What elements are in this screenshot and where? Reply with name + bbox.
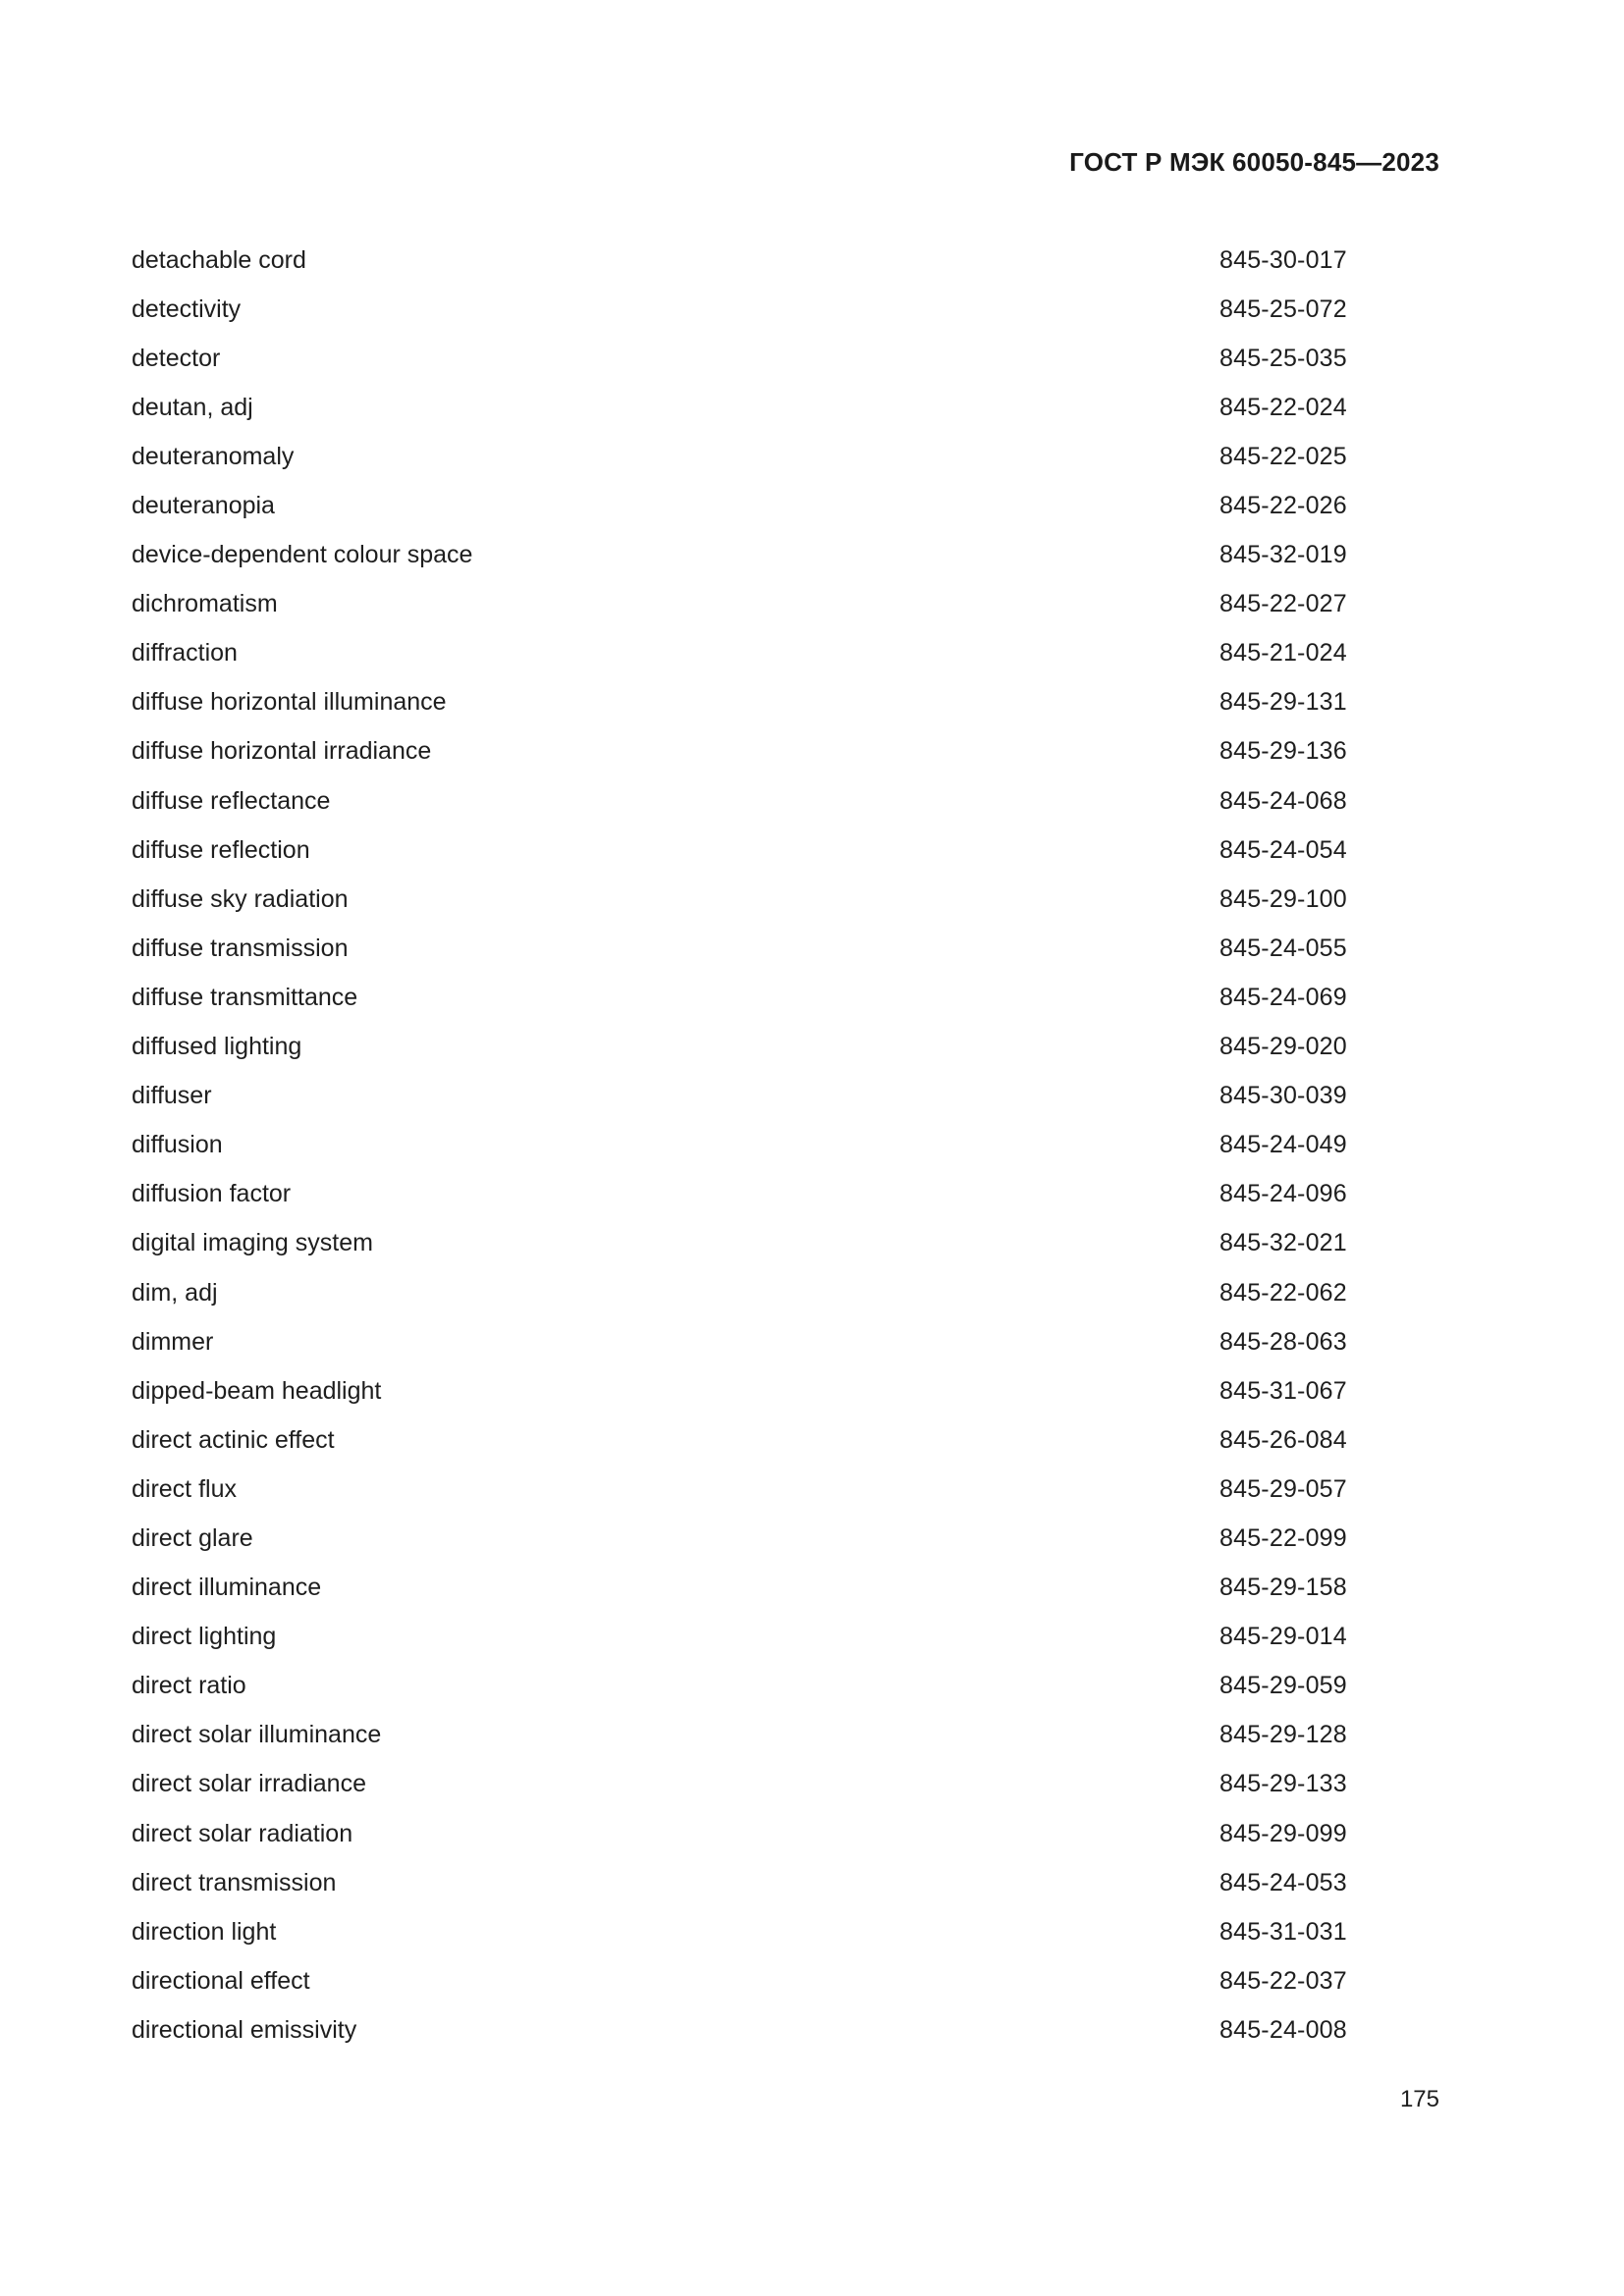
index-entry-row [132,1465,1359,1514]
index-entry-row [132,1514,1359,1563]
index-term-code: 845-29-131 [1219,688,1347,717]
index-entry-row [132,727,1359,776]
index-term: diffuser [132,1082,212,1110]
index-term: direction light [132,1917,277,1946]
index-term-code: 845-24-069 [1219,983,1347,1011]
index-term-code: 845-22-026 [1219,492,1347,520]
index-entry-row [132,629,1359,678]
index-entry-row [132,1121,1359,1170]
index-entry-row [132,1907,1359,1956]
index-term-code: 845-29-128 [1219,1721,1347,1749]
index-entry-row [132,531,1359,580]
index-term-code: 845-22-027 [1219,590,1347,618]
index-term: diffused lighting [132,1033,302,1061]
index-entry-row [132,1613,1359,1662]
index-term: dimmer [132,1327,214,1356]
index-term-code: 845-26-084 [1219,1425,1347,1454]
index-term: direct solar irradiance [132,1770,366,1798]
index-term: diffuse transmission [132,934,349,962]
index-entry-row [132,285,1359,334]
index-term-code: 845-29-133 [1219,1770,1347,1798]
index-term: direct solar illuminance [132,1721,382,1749]
index-term-code: 845-22-037 [1219,1966,1347,1995]
index-entry-row [132,1072,1359,1121]
index-entry-row [132,1858,1359,1907]
index-entry-row [132,1711,1359,1760]
index-term-code: 845-22-025 [1219,442,1347,470]
index-term: direct solar radiation [132,1819,353,1847]
index-term: direct lighting [132,1623,277,1651]
index-term-code: 845-24-096 [1219,1180,1347,1208]
index-term: deutan, adj [132,393,253,421]
index-entry-row [132,1760,1359,1809]
index-term: direct transmission [132,1868,337,1896]
index-term: direct flux [132,1474,237,1503]
index-term-code: 845-24-053 [1219,1868,1347,1896]
index-entry-row [132,1415,1359,1465]
index-term: direct ratio [132,1672,246,1700]
index-term-code: 845-32-021 [1219,1229,1347,1257]
index-term-code: 845-29-059 [1219,1672,1347,1700]
index-term: diffuse reflection [132,835,310,864]
index-term-code: 845-24-068 [1219,786,1347,815]
index-term: direct actinic effect [132,1425,335,1454]
index-term: diffuse horizontal illuminance [132,688,447,717]
index-term-code: 845-29-136 [1219,737,1347,766]
index-term-code: 845-29-057 [1219,1474,1347,1503]
index-term: diffuse transmittance [132,983,358,1011]
index-term-code: 845-22-099 [1219,1523,1347,1552]
index-entry-row [132,1023,1359,1072]
index-entry-row [132,580,1359,629]
index-entry-row [132,1219,1359,1268]
index-term: diffusion factor [132,1180,292,1208]
index-term: detectivity [132,294,242,323]
index-entry-row [132,678,1359,727]
index-term: diffraction [132,639,238,667]
index-term: digital imaging system [132,1229,373,1257]
index-entry-row [132,1317,1359,1366]
index-term-code: 845-25-072 [1219,294,1347,323]
index-term-code: 845-21-024 [1219,639,1347,667]
index-term-code: 845-24-008 [1219,2015,1347,2044]
term-index-list [132,236,1359,2055]
index-term: diffuse horizontal irradiance [132,737,432,766]
index-term-code: 845-30-039 [1219,1082,1347,1110]
index-term: dim, adj [132,1278,218,1307]
index-term-code: 845-24-049 [1219,1131,1347,1159]
index-term: dipped-beam headlight [132,1376,382,1405]
index-term-code: 845-24-055 [1219,934,1347,962]
index-term: dichromatism [132,590,278,618]
index-entry-row [132,776,1359,826]
index-entry-row [132,1366,1359,1415]
index-term: deuteranopia [132,492,275,520]
index-entry-row [132,383,1359,432]
index-term-code: 845-30-017 [1219,245,1347,274]
index-term-code: 845-22-024 [1219,393,1347,421]
index-term: diffusion [132,1131,223,1159]
index-term-code: 845-24-054 [1219,835,1347,864]
index-term-code: 845-22-062 [1219,1278,1347,1307]
index-term: deuteranomaly [132,442,295,470]
index-term: device-dependent colour space [132,541,473,569]
document-header-standard-id: ГОСТ Р МЭК 60050-845—2023 [1069,147,1439,177]
index-term-code: 845-29-014 [1219,1623,1347,1651]
index-term: direct glare [132,1523,253,1552]
index-term-code: 845-31-067 [1219,1376,1347,1405]
index-term-code: 845-29-099 [1219,1819,1347,1847]
index-entry-row [132,1662,1359,1711]
index-term: directional emissivity [132,2015,357,2044]
index-entry-row [132,973,1359,1022]
index-entry-row [132,1170,1359,1219]
index-term: directional effect [132,1966,310,1995]
index-entry-row [132,1956,1359,2005]
index-entry-row [132,2005,1359,2055]
index-term: detachable cord [132,245,306,274]
index-entry-row [132,826,1359,875]
index-term: diffuse sky radiation [132,884,349,913]
index-term: diffuse reflectance [132,786,331,815]
index-term-code: 845-28-063 [1219,1327,1347,1356]
index-entry-row [132,334,1359,383]
index-term-code: 845-32-019 [1219,541,1347,569]
index-term-code: 845-29-020 [1219,1033,1347,1061]
index-term-code: 845-29-158 [1219,1574,1347,1602]
index-entry-row [132,1809,1359,1858]
index-entry-row [132,1564,1359,1613]
index-entry-row [132,481,1359,530]
index-term-code: 845-29-100 [1219,884,1347,913]
index-entry-row [132,1268,1359,1317]
index-term: direct illuminance [132,1574,322,1602]
page-number: 175 [1399,2086,1439,2112]
index-entry-row [132,875,1359,924]
index-term: detector [132,344,221,372]
index-entry-row [132,432,1359,481]
index-term-code: 845-25-035 [1219,344,1347,372]
index-term-code: 845-31-031 [1219,1917,1347,1946]
index-entry-row [132,924,1359,973]
index-entry-row [132,236,1359,285]
